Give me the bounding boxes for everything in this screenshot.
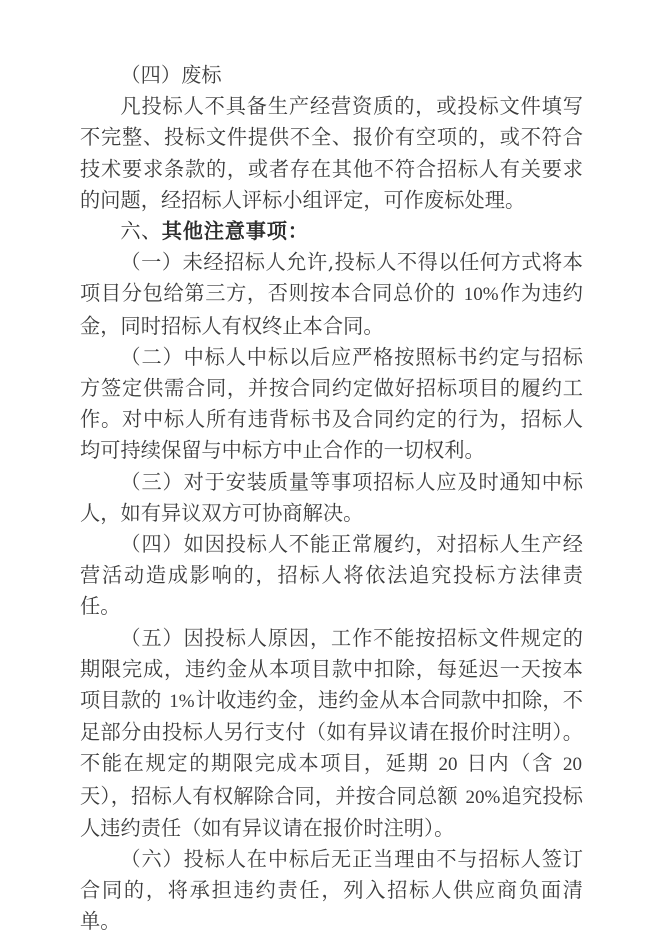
numeric-value: 1%: [169, 691, 195, 713]
numeric-value: 10%: [463, 284, 499, 306]
section-six-title: 其他注意事项：: [161, 219, 309, 244]
other-notes-item-2: （二）中标人中标以后应严格按照标书约定与招标方签定供需合同，并按合同约定做好招标项目的履约工作。对中标人所有违背标书及合同约定的行为，招标人均可持续保留与中标方中止合作的一切权利。: [80, 344, 583, 463]
other-notes-item-3: （三）对于安装质量等事项招标人应及时通知中标人，如有异议双方可协商解决。: [80, 469, 583, 525]
subsection-fei-biao-title: （四）废标: [120, 63, 222, 87]
document-body: [80, 60, 583, 938]
numeric-value: 20: [438, 754, 458, 776]
section-six-heading: [80, 216, 583, 247]
other-notes-item-5: （五）因投标人原因，工作不能按招标文件规定的期限完成，违约金从本项目款中扣除，每延迟一天按本项目款的 1%计收违约金，违约金从本合同款中扣除，不足部分由投标人另行支付（如有异议请在报价时注明）。不能在规定的期限完成本项目，延期 20 日内（含 20 天），招标人有权解除合同，并按合同总额 20%追究投标人违约责任（如有异议请在报价时注明）。: [80, 625, 584, 840]
other-notes-item-1: （一）未经招标人允许,投标人不得以任何方式将本项目分包给第三方，否则按本合同总价的 10%作为违约金，同时招标人有权终止本合同。: [80, 250, 583, 338]
other-notes-item-6: （六）投标人在中标后无正当理由不与招标人签订合同的，将承担违约责任，列入招标人供应商负面清单。: [80, 847, 583, 934]
numeric-value: 20: [563, 754, 582, 776]
numeric-value: 20%: [465, 786, 501, 808]
other-notes-item-4: （四）如因投标人不能正常履约，对招标人生产经营活动造成影响的，招标人将依法追究投标方法律责任。: [80, 532, 583, 619]
subsection-fei-biao-body: 凡投标人不具备生产经营资质的，或投标文件填写不完整、投标文件提供不全、报价有空项的，或不符合技术要求条款的，或者存在其他不符合招标人有关要求的问题，经招标人评标小组评定，可作废标处理。: [80, 94, 583, 212]
section-six-enumerator: 六、: [120, 219, 162, 244]
